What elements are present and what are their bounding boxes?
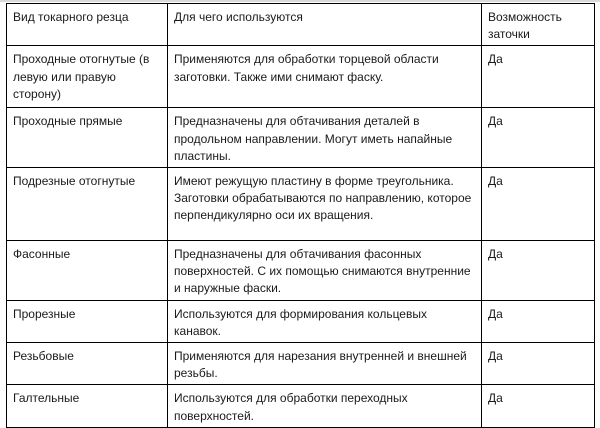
- table-header: [7, 4, 595, 46]
- usage-cell: Имеют режущую пластину в форме треугольника. Заготовки обрабатываются по направлению, которое перпендикулярно оси их вращения.: [168, 168, 482, 241]
- sharpening-cell: Да: [482, 385, 595, 427]
- cutter-type-cell: Прорезные: [7, 300, 168, 342]
- cutter-type-cell: Подрезные отогнутые: [7, 168, 168, 241]
- usage-cell: Применяются для обработки торцевой области заготовки. Также ими снимают фаску.: [168, 46, 482, 108]
- cutter-type-cell: Проходные прямые: [7, 108, 168, 168]
- usage-cell: Предназначены для обтачивания фасонных поверхностей. С их помощью снимаются внутренние и наружные фаски.: [168, 241, 482, 301]
- table-body: [7, 46, 595, 427]
- header-row: [7, 4, 595, 46]
- sharpening-cell: Да: [482, 300, 595, 342]
- sharpening-cell: Да: [482, 343, 595, 385]
- table-row: [7, 46, 595, 108]
- usage-cell: Применяются для нарезания внутренней и внешней резьбы.: [168, 343, 482, 385]
- cutter-type-cell: Галтельные: [7, 385, 168, 427]
- cutter-type-cell: Фасонные: [7, 241, 168, 301]
- cutter-type-cell: Резьбовые: [7, 343, 168, 385]
- usage-cell: Предназначены для обтачивания деталей в продольном направлении. Могут иметь напайные пластины.: [168, 108, 482, 168]
- table-row: [7, 343, 595, 385]
- header-cutter-type: Вид токарного резца: [7, 4, 168, 46]
- table-row: [7, 300, 595, 342]
- header-usage: Для чего используются: [168, 4, 482, 46]
- sharpening-cell: Да: [482, 46, 595, 108]
- sharpening-cell: Да: [482, 241, 595, 301]
- table-row: [7, 241, 595, 301]
- table-row: [7, 385, 595, 427]
- table-row: [7, 168, 595, 241]
- usage-cell: Используются для формирования кольцевых канавок.: [168, 300, 482, 342]
- table-row: [7, 108, 595, 168]
- lathe-cutter-table: [6, 3, 595, 428]
- cutter-type-cell: Проходные отогнутые (в левую или правую сторону): [7, 46, 168, 108]
- page-top-edge: [0, 0, 600, 2]
- sharpening-cell: Да: [482, 168, 595, 241]
- sharpening-cell: Да: [482, 108, 595, 168]
- usage-cell: Используются для обработки переходных поверхностей.: [168, 385, 482, 427]
- header-sharpening: Возможность заточки: [482, 4, 595, 46]
